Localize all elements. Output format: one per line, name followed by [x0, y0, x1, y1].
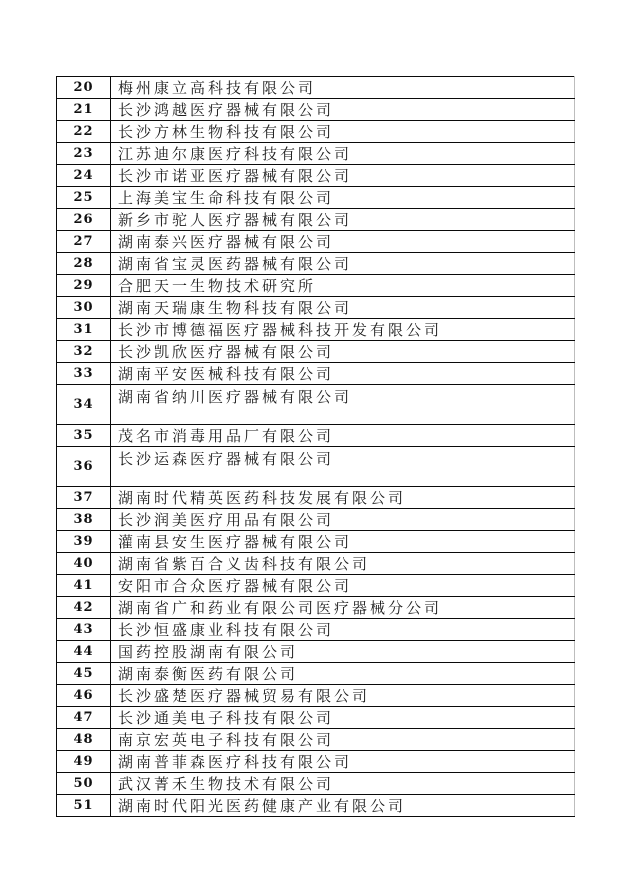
table-row	[57, 165, 575, 187]
table-row	[57, 553, 575, 575]
table-row	[57, 795, 575, 817]
company-name: 长沙鸿越医疗器械有限公司	[111, 99, 575, 121]
company-name: 灌南县安生医疗器械有限公司	[111, 531, 575, 553]
row-number: 28	[57, 253, 111, 275]
table-row	[57, 297, 575, 319]
row-number: 39	[57, 531, 111, 553]
table-row	[57, 209, 575, 231]
company-name: 合肥天一生物技术研究所	[111, 275, 575, 297]
row-number: 29	[57, 275, 111, 297]
company-name: 湖南天瑞康生物科技有限公司	[111, 297, 575, 319]
company-name: 湖南省广和药业有限公司医疗器械分公司	[111, 597, 575, 619]
row-number: 31	[57, 319, 111, 341]
table-row	[57, 143, 575, 165]
company-name: 湖南时代精英医药科技发展有限公司	[111, 487, 575, 509]
table-row	[57, 319, 575, 341]
company-name: 湖南平安医械科技有限公司	[111, 363, 575, 385]
company-name: 国药控股湖南有限公司	[111, 641, 575, 663]
table-row	[57, 729, 575, 751]
table-row	[57, 447, 575, 487]
company-name: 长沙市诺亚医疗器械有限公司	[111, 165, 575, 187]
table-row	[57, 663, 575, 685]
row-number: 27	[57, 231, 111, 253]
row-number: 41	[57, 575, 111, 597]
company-name: 茂名市消毒用品厂有限公司	[111, 425, 575, 447]
company-name: 安阳市合众医疗器械有限公司	[111, 575, 575, 597]
row-number: 32	[57, 341, 111, 363]
company-table-body	[57, 77, 575, 817]
row-number: 45	[57, 663, 111, 685]
table-row	[57, 425, 575, 447]
row-number: 50	[57, 773, 111, 795]
row-number: 46	[57, 685, 111, 707]
row-number: 25	[57, 187, 111, 209]
company-name: 武汉菁禾生物技术有限公司	[111, 773, 575, 795]
company-name: 长沙方林生物科技有限公司	[111, 121, 575, 143]
row-number: 37	[57, 487, 111, 509]
company-name: 新乡市驼人医疗器械有限公司	[111, 209, 575, 231]
company-name: 湖南泰衡医药有限公司	[111, 663, 575, 685]
company-name: 湖南普菲森医疗科技有限公司	[111, 751, 575, 773]
company-name: 湖南省紫百合义齿科技有限公司	[111, 553, 575, 575]
row-number: 24	[57, 165, 111, 187]
table-row	[57, 751, 575, 773]
company-name: 湖南时代阳光医药健康产业有限公司	[111, 795, 575, 817]
row-number: 35	[57, 425, 111, 447]
company-name: 湖南省纳川医疗器械有限公司	[111, 385, 575, 425]
company-name: 南京宏英电子科技有限公司	[111, 729, 575, 751]
company-name: 长沙盛楚医疗器械贸易有限公司	[111, 685, 575, 707]
table-row	[57, 77, 575, 99]
row-number: 22	[57, 121, 111, 143]
table-row	[57, 487, 575, 509]
row-number: 26	[57, 209, 111, 231]
table-row	[57, 385, 575, 425]
company-name: 长沙市博德福医疗器械科技开发有限公司	[111, 319, 575, 341]
row-number: 42	[57, 597, 111, 619]
table-row	[57, 509, 575, 531]
table-row	[57, 531, 575, 553]
company-name: 长沙恒盛康业科技有限公司	[111, 619, 575, 641]
table-row	[57, 363, 575, 385]
table-row	[57, 597, 575, 619]
row-number: 20	[57, 77, 111, 99]
row-number: 33	[57, 363, 111, 385]
company-name: 长沙运森医疗器械有限公司	[111, 447, 575, 487]
table-row	[57, 641, 575, 663]
row-number: 21	[57, 99, 111, 121]
row-number: 43	[57, 619, 111, 641]
row-number: 38	[57, 509, 111, 531]
table-row	[57, 685, 575, 707]
row-number: 23	[57, 143, 111, 165]
table-row	[57, 773, 575, 795]
table-row	[57, 575, 575, 597]
company-name: 上海美宝生命科技有限公司	[111, 187, 575, 209]
table-row	[57, 707, 575, 729]
company-table	[56, 76, 575, 817]
table-row	[57, 619, 575, 641]
company-name: 湖南泰兴医疗器械有限公司	[111, 231, 575, 253]
table-row	[57, 121, 575, 143]
row-number: 30	[57, 297, 111, 319]
row-number: 47	[57, 707, 111, 729]
company-name: 长沙润美医疗用品有限公司	[111, 509, 575, 531]
row-number: 40	[57, 553, 111, 575]
row-number: 44	[57, 641, 111, 663]
table-row	[57, 187, 575, 209]
row-number: 48	[57, 729, 111, 751]
table-row	[57, 231, 575, 253]
company-name: 湖南省宝灵医药器械有限公司	[111, 253, 575, 275]
table-row	[57, 253, 575, 275]
row-number: 36	[57, 447, 111, 487]
row-number: 51	[57, 795, 111, 817]
row-number: 49	[57, 751, 111, 773]
table-row	[57, 341, 575, 363]
company-name: 长沙凯欣医疗器械有限公司	[111, 341, 575, 363]
row-number: 34	[57, 385, 111, 425]
company-name: 梅州康立高科技有限公司	[111, 77, 575, 99]
table-row	[57, 99, 575, 121]
company-name: 江苏迪尔康医疗科技有限公司	[111, 143, 575, 165]
company-name: 长沙通美电子科技有限公司	[111, 707, 575, 729]
table-row	[57, 275, 575, 297]
